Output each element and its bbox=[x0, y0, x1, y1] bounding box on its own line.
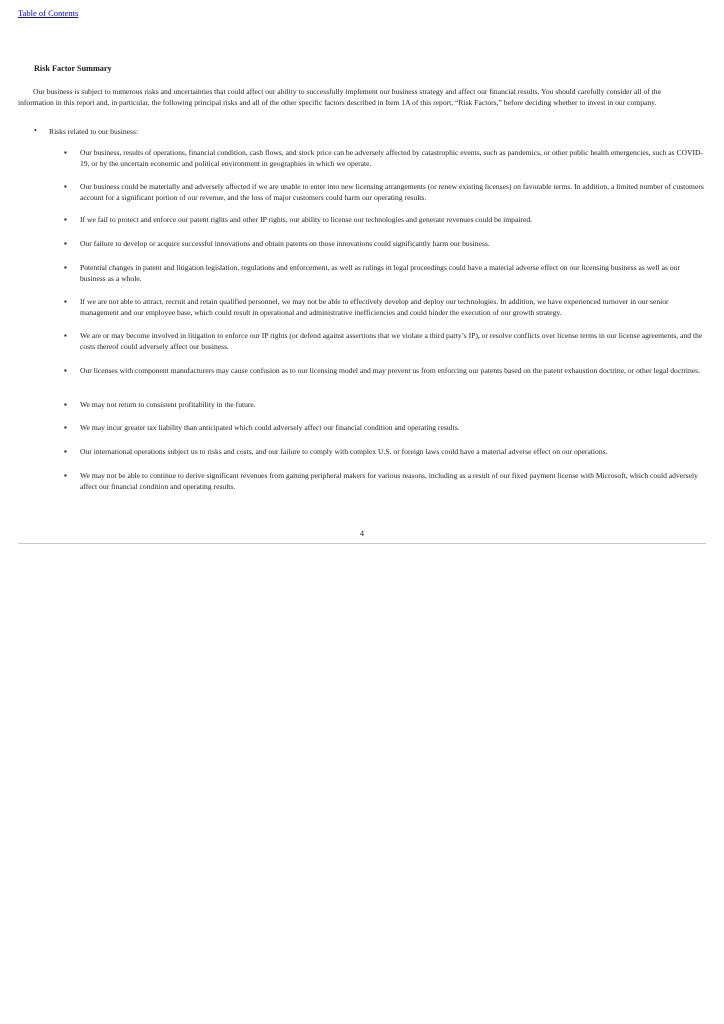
list-item bbox=[64, 446, 704, 457]
list-item bbox=[64, 330, 704, 352]
list-item bbox=[64, 296, 704, 318]
risk-text: We are or may become involved in litigation to enforce our IP rights (or defend against assertions that we violate a third party’s IP), or resolve conflicts over license terms in our license agreements, and the costs thereof could adversely affect our business. bbox=[80, 331, 703, 351]
list-item bbox=[64, 262, 704, 284]
square-bullet-icon: ▪ bbox=[64, 471, 67, 480]
risk-text: Our international operations subject us to risks and costs, and our failure to comply with complex U.S. or foreign laws could have a material adverse effect on our operations. bbox=[80, 447, 608, 456]
list-item bbox=[64, 365, 704, 376]
intro-paragraph: Our business is subject to numerous risks and uncertainties that could affect our ability to successfully implement our business strategy and affect our financial results. You should carefully consider all of the information in this report and, in particular, the following principal risks and all of the other specific factors described in Item 1A of this report, “Risk Factors,” before deciding whether to invest in our company. bbox=[18, 87, 661, 107]
list-item bbox=[64, 238, 704, 249]
risk-text: Our licenses with component manufacturers may cause confusion as to our licensing model and may prevent us from enforcing our patents based on the patent exhaustion doctrine, or other legal doctrines. bbox=[80, 366, 700, 375]
square-bullet-icon: ▪ bbox=[64, 148, 67, 157]
square-bullet-icon: ▪ bbox=[64, 366, 67, 375]
risk-text: We may not return to consistent profitability in the future. bbox=[80, 400, 256, 409]
top-bullet-label: Risks related to our business: bbox=[49, 127, 139, 136]
bullet-icon: • bbox=[34, 126, 37, 135]
list-item bbox=[64, 181, 704, 203]
risk-text: Potential changes in patent and litigation legislation, regulations and enforcement, as well as rulings in legal proceedings could have a material adverse effect on our licensing business as well as our business as a whole. bbox=[80, 263, 681, 283]
risk-text: Our business could be materially and adversely affected if we are unable to enter into new licensing arrangements (or renew existing licenses) on favorable terms. In addition, a limited number of customers account for a significant portion of our revenue, and the loss of major customers could harm our operating results. bbox=[80, 182, 704, 202]
list-item bbox=[64, 147, 704, 169]
square-bullet-icon: ▪ bbox=[64, 239, 67, 248]
risk-text: If we are not able to attract, recruit and retain qualified personnel, we may not be able to effectively develop and deploy our technologies. In addition, we have experienced turnover in our senior management and our employee base, which could result in operational and administrative inefficiencies and could hinder the execution of our growth strategy. bbox=[80, 297, 669, 317]
square-bullet-icon: ▪ bbox=[64, 297, 67, 306]
square-bullet-icon: ▪ bbox=[64, 263, 67, 272]
risk-text: Our failure to develop or acquire successful innovations and obtain patents on those innovations could significantly harm our business. bbox=[80, 239, 490, 248]
page-number: 4 bbox=[360, 529, 364, 538]
risk-text: We may not be able to continue to derive significant revenues from gaming peripheral makers for various reasons, including as a result of our fixed payment license with Microsoft, which could adversely affect our financial condition and operating results. bbox=[80, 471, 698, 491]
square-bullet-icon: ▪ bbox=[64, 215, 67, 224]
square-bullet-icon: ▪ bbox=[64, 400, 67, 409]
page-divider bbox=[18, 543, 706, 544]
table-of-contents-link[interactable]: Table of Contents bbox=[18, 8, 79, 18]
section-heading: Risk Factor Summary bbox=[34, 64, 112, 73]
square-bullet-icon: ▪ bbox=[64, 447, 67, 456]
square-bullet-icon: ▪ bbox=[64, 423, 67, 432]
risk-text: We may incur greater tax liability than anticipated which could adversely affect our financial condition and operating results. bbox=[80, 423, 460, 432]
square-bullet-icon: ▪ bbox=[64, 182, 67, 191]
list-item bbox=[64, 422, 704, 433]
list-item bbox=[64, 399, 704, 410]
list-item bbox=[64, 214, 704, 225]
list-item bbox=[64, 470, 704, 492]
square-bullet-icon: ▪ bbox=[64, 331, 67, 340]
risk-text: If we fail to protect and enforce our patent rights and other IP rights, our ability to license our technologies and generate revenues could be impaired. bbox=[80, 215, 533, 224]
risk-text: Our business, results of operations, financial condition, cash flows, and stock price can be adversely affected by catastrophic events, such as pandemics, or other public health emergencies, such as COVID-19, or by the uncertain economic and political environment in geographies in which we operate. bbox=[80, 148, 704, 168]
